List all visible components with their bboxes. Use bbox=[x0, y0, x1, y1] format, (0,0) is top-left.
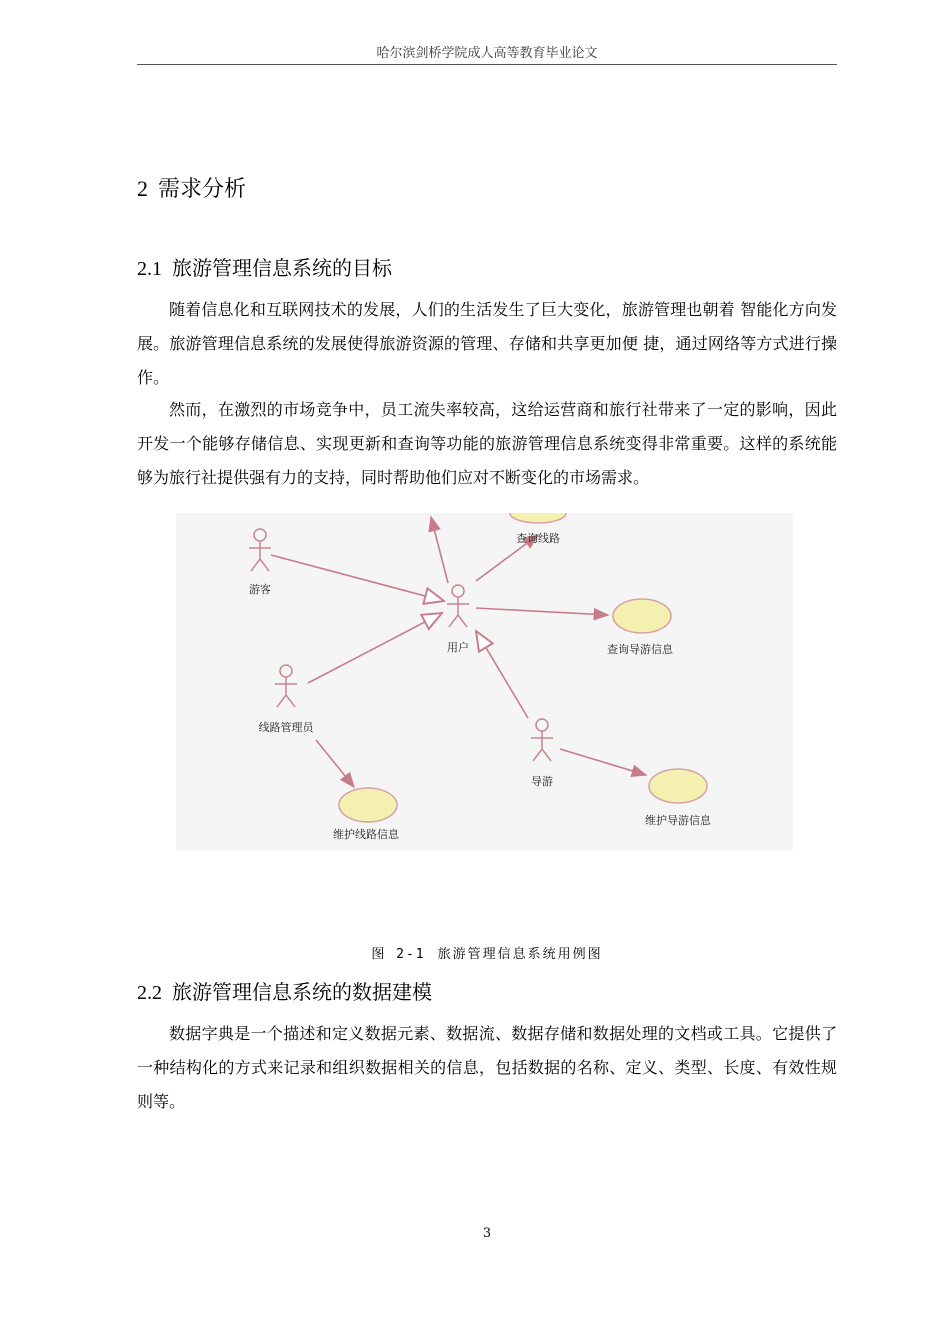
use-case-maintain-route-label: 维护线路信息 bbox=[333, 828, 399, 841]
running-header: 哈尔滨剑桥学院成人高等教育毕业论文 bbox=[376, 46, 598, 61]
use-case-maintain-guide-ellipse bbox=[649, 769, 707, 803]
association-admin-maintain-route bbox=[316, 740, 354, 787]
subsection-number: 2.1 bbox=[137, 258, 162, 280]
actor-guide-label: 导游 bbox=[531, 775, 553, 788]
actor-tourist-icon bbox=[249, 529, 271, 571]
generalization-admin-user bbox=[308, 613, 442, 683]
page-number: 3 bbox=[482, 1226, 492, 1241]
actor-tourist-label: 游客 bbox=[249, 583, 271, 596]
figure-caption-label: 图 2-1 bbox=[371, 947, 426, 962]
actor-route-admin-icon bbox=[275, 665, 297, 707]
figure-caption-title: 旅游管理信息系统用例图 bbox=[437, 947, 603, 962]
section-title: 需求分析 bbox=[158, 177, 247, 202]
actor-route-admin-label: 线路管理员 bbox=[258, 721, 314, 734]
association-user-query-guide bbox=[476, 608, 608, 615]
use-case-maintain-guide-label: 维护导游信息 bbox=[645, 814, 711, 827]
actor-user-label: 用户 bbox=[447, 641, 469, 654]
use-case-diagram bbox=[176, 513, 793, 851]
clipped-use-case-ellipse bbox=[510, 513, 566, 523]
use-case-diagram-svg bbox=[176, 513, 793, 851]
figure-caption bbox=[137, 943, 837, 962]
use-case-query-guide-label: 查询导游信息 bbox=[607, 643, 673, 656]
subsection-heading-2-2 bbox=[137, 976, 432, 1005]
subsection-title: 旅游管理信息系统的数据建模 bbox=[172, 980, 432, 1004]
generalization-tourist-user bbox=[271, 555, 444, 601]
subsection-title: 旅游管理信息系统的目标 bbox=[172, 256, 392, 280]
paragraph: 数据字典是一个描述和定义数据元素、数据流、数据存储和数据处理的文档或工具。它提供了一种结构化的方式来记录和组织数据相关的信息，包括数据的名称、定义、类型、长度、有效性规则等。 bbox=[137, 1024, 837, 1111]
use-case-query-guide-ellipse bbox=[613, 599, 671, 633]
actor-guide-icon bbox=[531, 719, 553, 761]
subsection-heading-2-1 bbox=[137, 252, 392, 281]
association-guide-maintain-guide bbox=[560, 749, 646, 775]
use-case-maintain-route-ellipse bbox=[339, 788, 397, 822]
paragraph: 然而，在激烈的市场竞争中，员工流失率较高，这给运营商和旅行社带来了一定的影响，因此开发一个能够存储信息、实现更新和查询等功能的旅游管理信息系统变得非常重要。这样的系统能够为旅行社提供强有力的支持，同时帮助他们应对不断变化的市场需求。 bbox=[137, 400, 837, 487]
paragraph: 随着信息化和互联网技术的发展，人们的生活发生了巨大变化，旅游管理也朝着 智能化方向发展。旅游管理信息系统的发展使得旅游资源的管理、存储和共享更加便 捷，通过网络等方式进行操作。 bbox=[137, 300, 837, 387]
generalization-guide-user bbox=[476, 631, 528, 718]
section-heading bbox=[137, 172, 246, 203]
association-user-top bbox=[431, 517, 448, 583]
subsection-number: 2.2 bbox=[137, 982, 162, 1004]
actor-user-icon bbox=[447, 585, 469, 627]
section-number: 2 bbox=[137, 176, 148, 201]
use-case-query-route-label: 查询线路 bbox=[516, 532, 560, 545]
header-rule bbox=[137, 64, 837, 65]
